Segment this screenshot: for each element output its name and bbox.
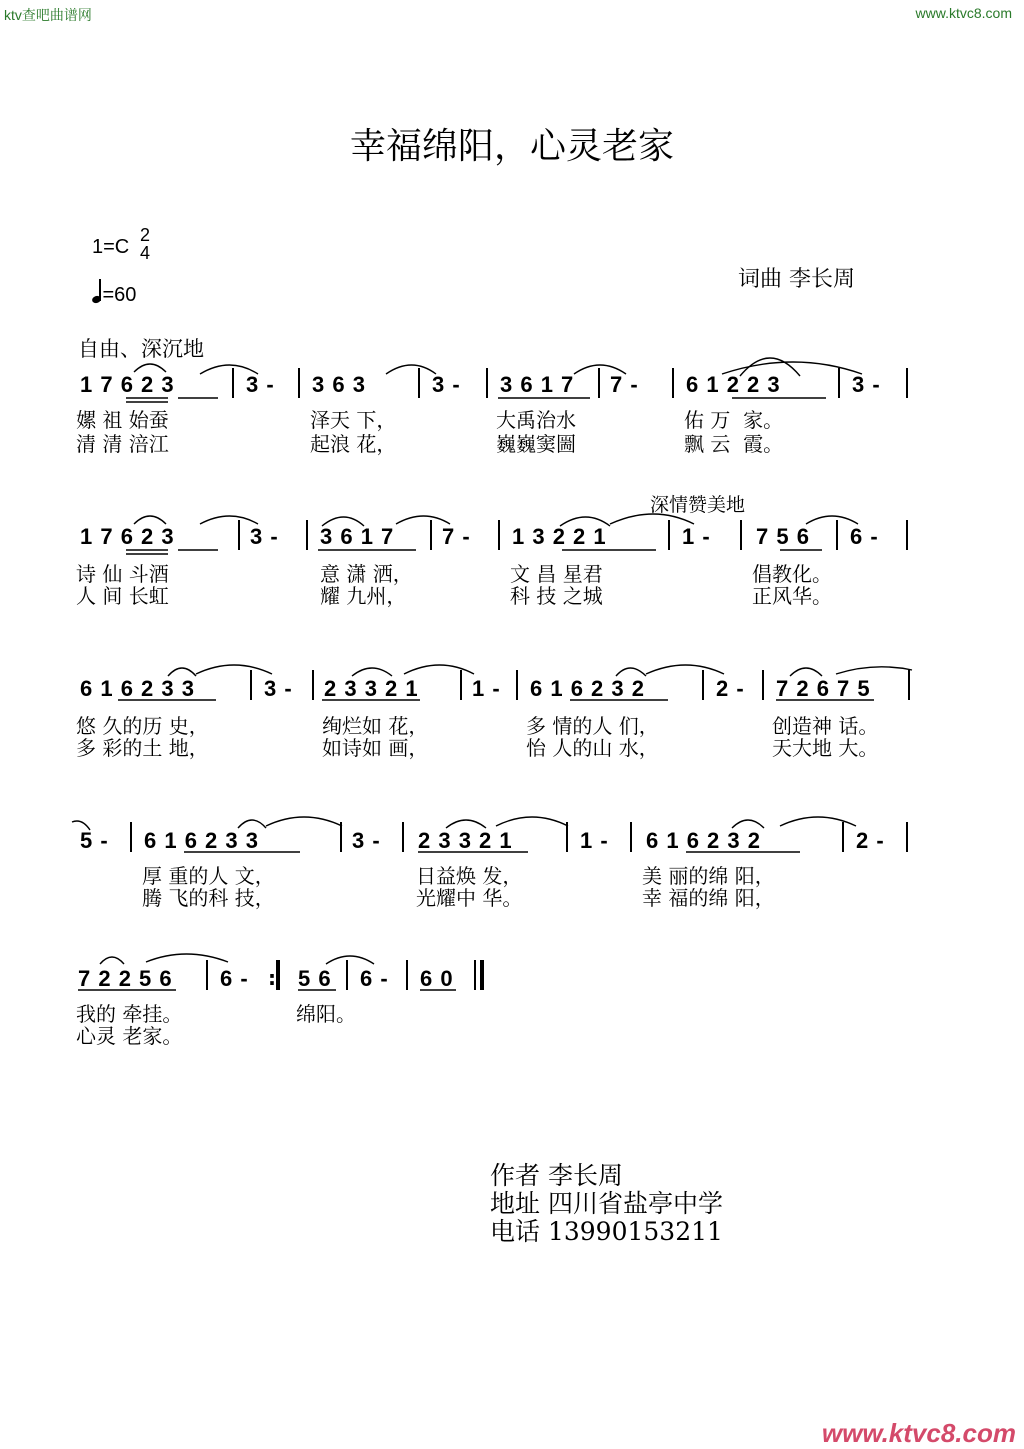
notes-measure: 6 -	[850, 524, 879, 549]
notes-measure: 7 5 6	[756, 524, 810, 549]
composer-credit: 词曲 李长周	[738, 267, 855, 292]
lyric-line-1: 创造神 话。	[772, 714, 879, 738]
notes-measure: 1 7 6 2 3	[80, 372, 175, 397]
lyric-line-1: 佑 万 家。	[684, 408, 784, 432]
notes-measure: 7 -	[442, 524, 471, 549]
lyric-line-1: 悠 久的历 史，	[76, 714, 209, 738]
notes-measure: 5 -	[80, 828, 109, 853]
lyric-line-2: 心灵 老家。	[76, 1024, 183, 1048]
lyric-line-2: 飘 云 霞。	[684, 432, 784, 456]
notes-measure: 3 6 1 7	[320, 524, 395, 549]
lyric-line-1: 倡教化。	[752, 562, 832, 586]
notes-measure: 1 -	[472, 676, 501, 701]
notes-measure: 6 1 6 2 3 2	[646, 828, 761, 853]
lyric-line-1: 绵阳。	[296, 1002, 356, 1026]
tempo-value: =60	[102, 284, 137, 306]
meter-bottom: 4	[140, 243, 151, 263]
notes-measure: 1 7 6 2 3	[80, 524, 175, 549]
lyric-line-1: 诗 仙 斗酒	[76, 562, 169, 586]
notes-measure: 2 3 3 2 1	[418, 828, 513, 853]
lyric-line-1: 绚烂如 花，	[322, 714, 429, 738]
notes-measure: 3 -	[250, 524, 279, 549]
meter-top: 2	[140, 225, 151, 245]
notes-measure: 6 0	[420, 966, 454, 991]
author-phone: 电话 13990153211	[490, 1217, 723, 1246]
notes-measure: 6 1 6 2 3 3	[80, 676, 195, 701]
expression-start: 自由、深沉地	[78, 337, 204, 361]
notes-measure: 3 -	[852, 372, 881, 397]
expression-mid: 深情赞美地	[650, 494, 746, 516]
notes-measure: 1 -	[682, 524, 711, 549]
lyric-line-2: 幸 福的绵 阳，	[642, 886, 775, 910]
lyric-line-1: 厚 重的人 文，	[142, 864, 275, 888]
lyric-line-1: 大禹治水	[496, 408, 576, 432]
site-url-right[interactable]: www.ktvc8.com	[915, 5, 1012, 21]
notes-measure: 3 -	[246, 372, 275, 397]
notes-measure: 7 2 2 5 6	[78, 966, 173, 991]
lyric-line-2: 天大地 大。	[772, 736, 879, 760]
lyric-line-2: 起浪 花，	[310, 432, 397, 456]
lyric-line-1: 文 昌 星君	[510, 562, 603, 586]
notes-measure: 3 6 1 7	[500, 372, 575, 397]
key-signature: 1=C	[92, 236, 130, 258]
lyric-line-2: 怡 人的山 水，	[526, 736, 659, 760]
lyric-line-2: 光耀中 华。	[416, 886, 523, 910]
repeat-sign: :	[268, 966, 276, 990]
lyric-line-2: 清 清 涪江	[76, 432, 169, 456]
lyric-line-1: 嫘 祖 始蚕	[76, 408, 169, 432]
lyric-line-2: 科 技 之城	[510, 584, 603, 608]
lyric-line-2: 巍巍窦圌	[496, 432, 576, 456]
lyric-line-1: 日益焕 发，	[416, 864, 523, 888]
notes-measure: 6 1 2 2 3	[686, 372, 781, 397]
lyric-line-1: 泽天 下，	[310, 408, 397, 432]
notes-measure: 1 3 2 2 1	[512, 524, 607, 549]
lyric-line-2: 多 彩的土 地，	[76, 736, 209, 760]
notes-measure: 5 6	[298, 966, 332, 991]
lyric-line-1: 意 潇 洒，	[320, 562, 413, 586]
notes-measure: 6 1 6 2 3 2	[530, 676, 645, 701]
lyric-line-2: 正风华。	[752, 584, 832, 608]
notes-measure: 6 1 6 2 3 3	[144, 828, 259, 853]
lyric-line-2: 如诗如 画，	[322, 736, 429, 760]
notes-measure: 2 3 3 2 1	[324, 676, 419, 701]
notes-measure: 2 -	[856, 828, 885, 853]
notes-measure: 2 -	[716, 676, 745, 701]
site-name-left[interactable]: ktv查吧曲谱网	[4, 7, 92, 23]
notes-measure: 3 -	[352, 828, 381, 853]
lyric-line-2: 人 间 长虹	[76, 584, 169, 608]
lyric-line-1: 美 丽的绵 阳，	[642, 864, 775, 888]
notes-measure: 3 -	[264, 676, 293, 701]
notes-measure: 3 6 3	[312, 372, 366, 397]
watermark-logo[interactable]: www.ktvc8.com	[821, 1418, 1016, 1448]
lyric-line-2: 腾 飞的科 技，	[142, 886, 275, 910]
lyric-line-1: 多 情的人 们，	[526, 714, 659, 738]
notes-measure: 7 2 6 7 5	[776, 676, 871, 701]
notes-measure: 7 -	[610, 372, 639, 397]
lyric-line-1: 我的 牵挂。	[76, 1002, 183, 1026]
notes-measure: 3 -	[432, 372, 461, 397]
author-name: 作者 李长周	[490, 1161, 623, 1190]
notes-measure: 6 -	[220, 966, 249, 991]
author-address: 地址 四川省盐亭中学	[490, 1189, 723, 1218]
song-title: 幸福绵阳，心灵老家	[349, 126, 674, 167]
notes-measure: 1 -	[580, 828, 609, 853]
lyric-line-2: 耀 九州，	[320, 584, 407, 608]
notes-measure: 6 -	[360, 966, 389, 991]
